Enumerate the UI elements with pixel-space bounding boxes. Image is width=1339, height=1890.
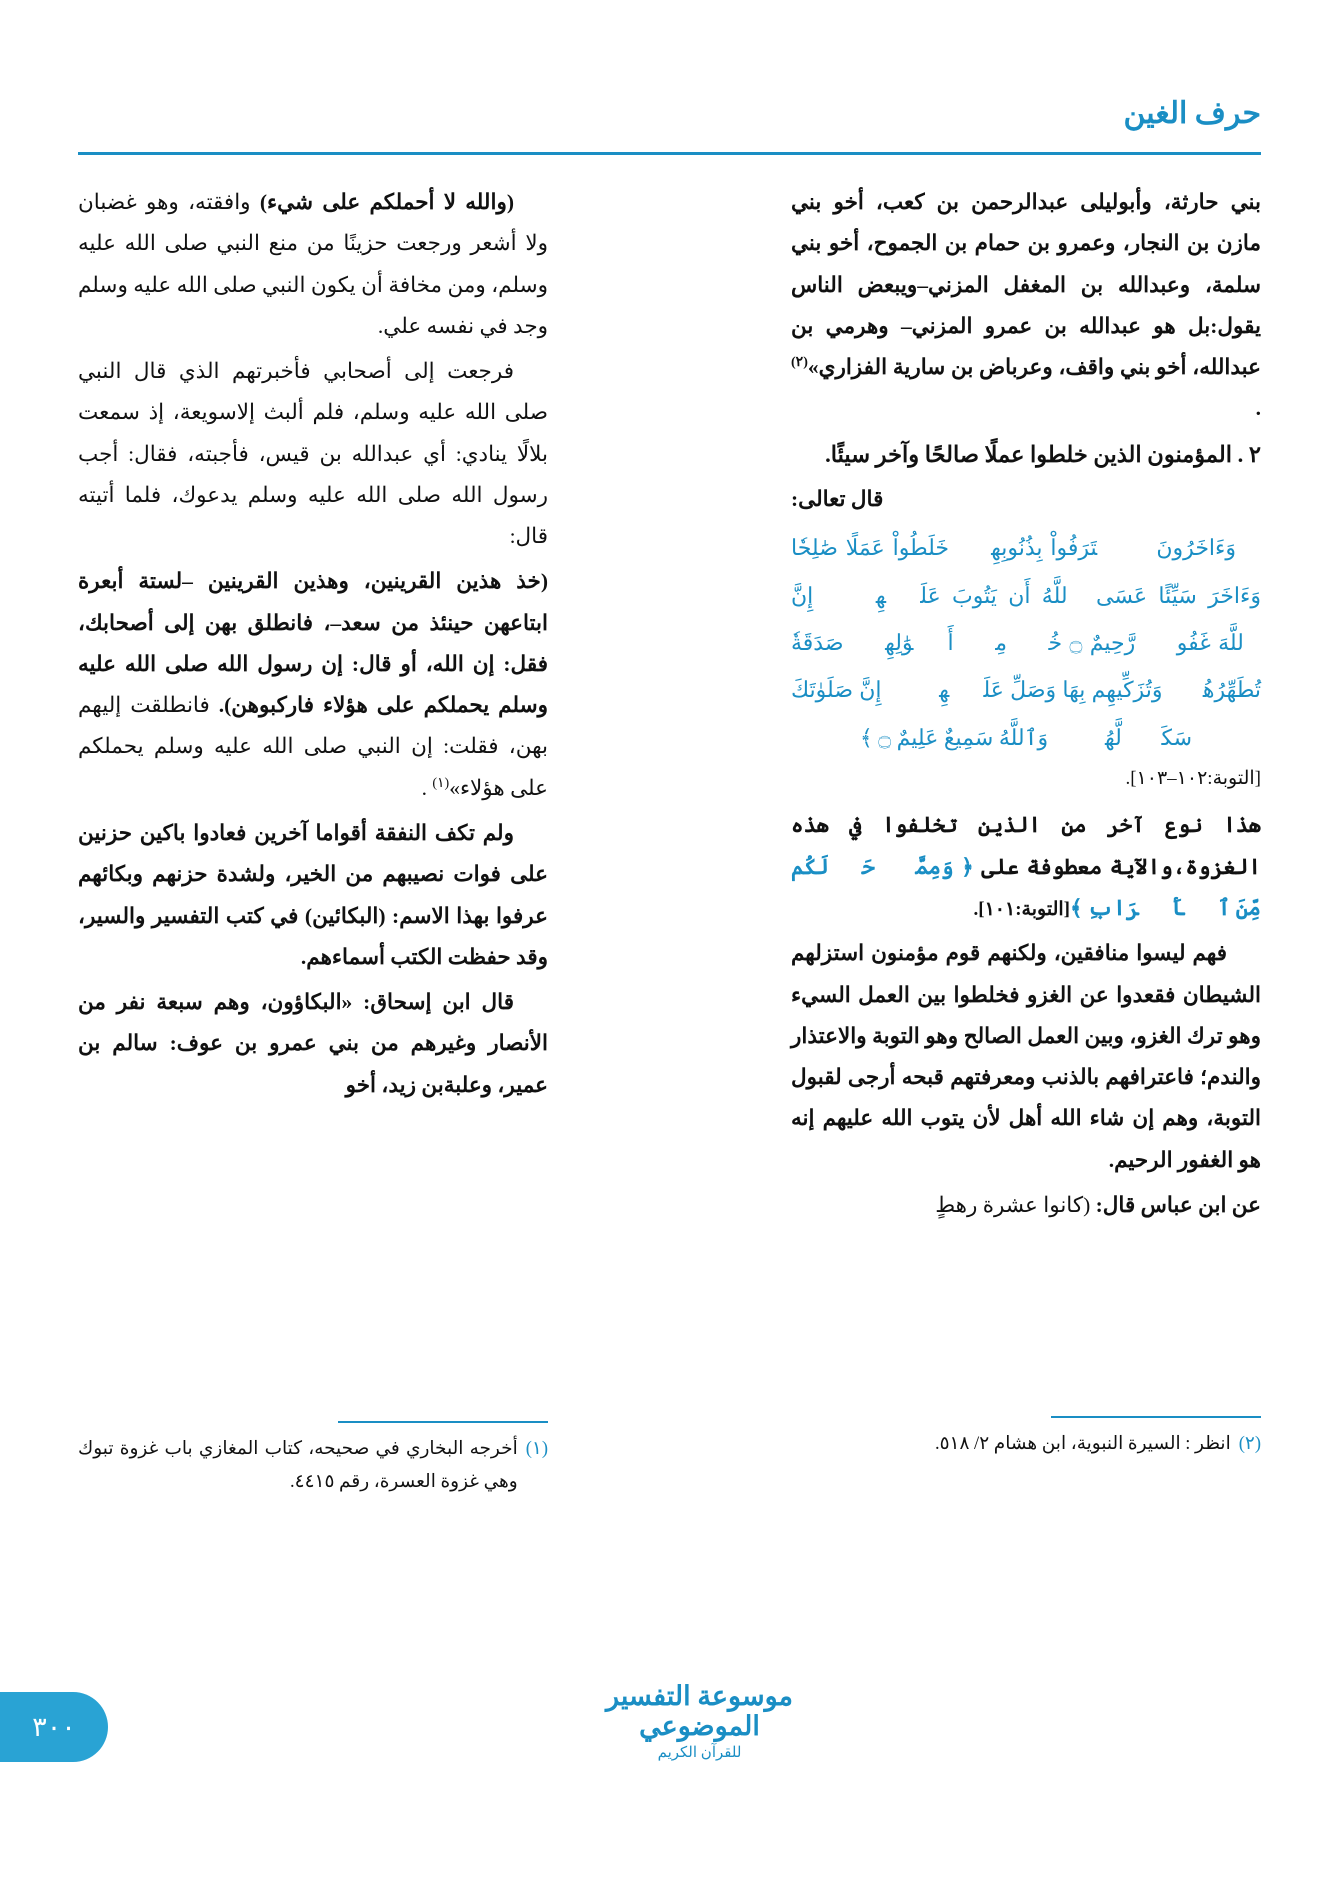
footnote-entry-2 <box>791 1428 1261 1460</box>
text-column-left <box>78 182 548 1110</box>
header-divider <box>78 152 1261 155</box>
paragraph-l1-bold: (والله لا أحملكم على شيء) <box>259 190 514 214</box>
paragraph-l3-tail: فانطلقت إليهم بهن، فقلت: إن النبي صلى الله عليه وسلم يحملكم على هؤلاء» <box>78 693 548 800</box>
paragraph-r1 <box>791 182 1261 430</box>
page-header <box>78 96 1261 156</box>
paragraph-r5: فهم ليسوا منافقين، ولكنهم قوم مؤمنون استزلهم الشيطان فقعدوا عن الغزو فخلطوا بين العمل السيء وهو ترك الغزو، وبين العمل الصالح وهو التوبة والاعتذار والندم؛ فاعترافهم بالذنب ومعرفتهم قبحه أرجى لقبول التوبة، وهم إن شاء الله أهل لأن يتوب الله عليهم إنه هو الغفور الرحيم. <box>791 941 1261 1172</box>
text-column-right <box>791 182 1261 1230</box>
paragraph-l3-bold: (خذ هذين القرينين، وهذين القرينين –لستة أبعرة ابتاعهن حينئذ من سعد–، فانطلق بهن إلى أصحابك، فقل: إن الله، أو قال: إن رسول الله صلى الله عليه وسلم يحملكم على هؤلاء فاركبوهن). <box>78 569 548 718</box>
footnote-divider-right <box>1051 1416 1261 1418</box>
page-number: ٣٠٠ <box>32 1711 76 1742</box>
page-number-tab <box>0 1692 108 1762</box>
paragraph-l5: قال ابن إسحاق: «البكاؤون، وهم سبعة نفر من الأنصار وغيرهم من بني عمرو بن عوف: سالم بن عمير، وعلبةبن زيد، أخو <box>78 990 548 1097</box>
footnote-marker-2: (٢) <box>1238 1433 1261 1454</box>
paragraph-r1-tail: . <box>1255 396 1261 421</box>
publisher-logo <box>550 1682 850 1762</box>
chapter-title: حرف الغين <box>1123 97 1261 130</box>
paragraph-r1-text: بني حارثة، وأبوليلى عبدالرحمن بن كعب، أخو بني مازن بن النجار، وعمرو بن حمام بن الجموح، أخو بني سلمة، وعبدالله بن المغفل المزني–ويبعض الناس يقول:بل هو عبدالله بن عمرو المزني– وهرمي بن عبدالله، أخو بني واقف، وعرباض بن سارية الفزاري» <box>791 190 1261 380</box>
footnote-divider-left <box>338 1421 548 1423</box>
paragraph-r4-text: هذا نوع آخر من الذين تخلفوا في هذه الغزوة،والآية معطوفة على <box>791 813 1261 879</box>
quran-inline-reference: [التوبة:١٠١]. <box>973 898 1070 920</box>
logo-sub-text: للقرآن الكريم <box>657 1745 742 1762</box>
paragraph-l4: ولم تكف النفقة أقواما آخرين فعادوا باكين حزنين على فوات نصيبهم من الخير، ولشدة حزنهم وبكائهم عرفوا بهذا الاسم: (البكائين) في كتب التفسير والسير، وقد حفظت الكتب أسماءهم. <box>78 820 548 969</box>
footnote-text-1: أخرجه البخاري في صحيحه، كتاب المغازي باب غزوة تبوك وهي غزوة العسرة، رقم ٤٤١٥. <box>78 1439 518 1492</box>
logo-main-text: موسوعة التفسير الموضوعي <box>606 1681 793 1741</box>
paragraph-l3-tail2: . <box>421 775 433 800</box>
paragraph-l3 <box>78 561 548 809</box>
footnote-ref-2: (٢) <box>791 354 808 370</box>
footnote-block-left <box>78 1421 548 1498</box>
paragraph-r6-text: (كانوا عشرة رهطٍ <box>935 1192 1096 1217</box>
quran-inline-verse: ﴿ وَمِمَّنۡ حَوۡلَكُم مِّنَ ٱلۡأَعۡرَابِ ﴾ <box>791 854 1261 920</box>
quran-intro <box>791 479 1261 520</box>
paragraph-l2: فرجعت إلى أصحابي فأخبرتهم الذي قال النبي صلى الله عليه وسلم، فلم ألبث إلاسويعة، إذ سمعت بلالًا ينادي: أي عبدالله بن قيس، فأجبته، فقال: أجب رسول الله صلى الله عليه وسلم يدعوك، فلما أتيته قال: <box>78 359 548 549</box>
paragraph-l1-text: وافقته، وهو غضبان ولا أشعر ورجعت حزينًا من منع النبي صلى الله عليه وسلم، ومن مخافة أن يكون النبي صلى الله عليه وسلم وجد في نفسه علي. <box>78 190 548 338</box>
quran-intro-label: قال تعالى: <box>791 487 884 512</box>
footnote-entry-1 <box>78 1433 548 1498</box>
footnote-block-right <box>791 1416 1261 1460</box>
paragraph-r6 <box>791 1185 1261 1226</box>
footnote-text-2: انظر : السيرة النبوية، ابن هشام ٢/ ٥١٨. <box>934 1433 1231 1454</box>
paragraph-l1 <box>78 182 548 347</box>
quran-reference: [التوبة:١٠٢–١٠٣]. <box>1125 767 1261 789</box>
page-footer <box>0 1682 1339 1772</box>
footnote-ref-1: (١) <box>432 775 450 791</box>
quran-verse-block: ﴿ وَءَاخَرُونَ ٱعۡتَرَفُواْ بِذُنُوبِهِمۡ خَلَطُواْ عَمَلًا صَٰلِحٗا وَءَاخَرَ سَيِّئًا عَسَى ٱللَّهُ أَن يَتُوبَ عَلَيۡهِمۡۚ إِنَّ ٱللَّهَ غَفُورٞ رَّحِيمٌ ۝ خُذۡ مِنۡ أَمۡوَٰلِهِمۡ صَدَقَةٗ تُطَهِّرُهُمۡ وَتُزَكِّيهِم بِهَا وَصَلِّ عَلَيۡهِمۡۖ إِنَّ صَلَوٰتَكَ سَكَنٞ لَّهُمۡۗ وَٱللَّهُ سَمِيعٌ عَلِيمٌ ۝ ﴾ <box>791 535 1261 750</box>
paragraph-r4 <box>791 805 1261 929</box>
section-heading-2: ٢ . المؤمنون الذين خلطوا عملًا صالحًا وآخر سيئًا. <box>825 441 1261 467</box>
footnote-marker-1: (١) <box>525 1439 548 1460</box>
paragraph-r6-bold: عن ابن عباس قال: <box>1095 1192 1261 1217</box>
